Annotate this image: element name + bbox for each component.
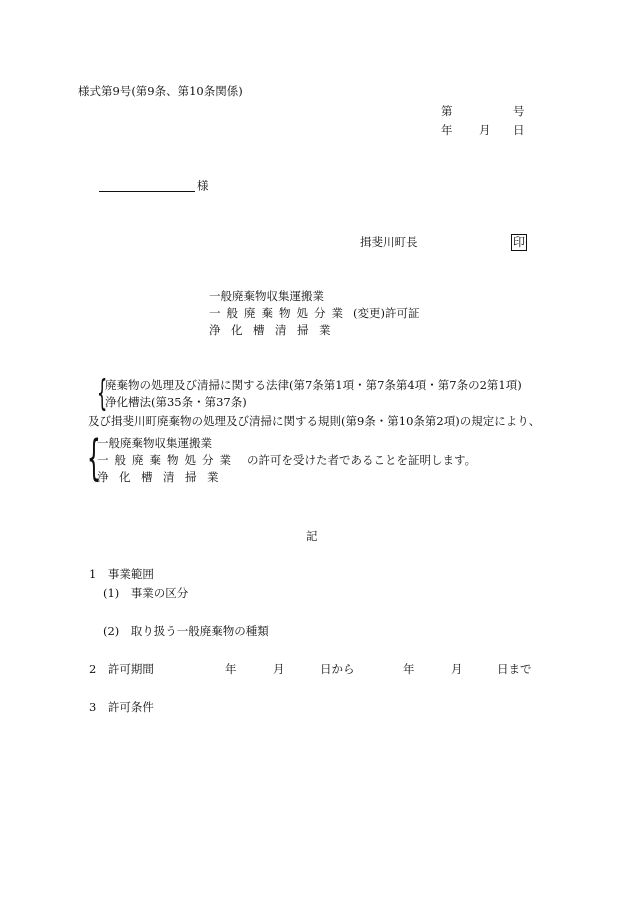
date-month: 月 [479, 123, 491, 137]
certify-collection: 一般廃棄物収集運搬業 [97, 436, 212, 450]
addressee-blank [99, 179, 195, 192]
seal-mark: 印 [511, 234, 527, 251]
period-year: 年 [225, 662, 237, 676]
period-month: 月 [273, 662, 285, 676]
number-prefix: 第 [441, 104, 453, 118]
title-septic: 浄化槽清掃業 [209, 323, 341, 337]
item-scope-waste-types: (2) 取り扱う一般廃棄物の種類 [103, 624, 269, 638]
period-from: 日から [320, 662, 355, 676]
ki-heading: 記 [306, 529, 318, 543]
number-suffix: 号 [513, 104, 525, 118]
item-scope: 1 事業範囲 [89, 567, 154, 581]
period-year-end: 年 [403, 662, 415, 676]
issuer-name: 揖斐川町長 [360, 235, 418, 249]
certify-septic: 浄化槽清掃業 [97, 470, 229, 484]
certify-clause: の許可を受けた者であることを証明します。 [247, 453, 477, 467]
period-month-end: 月 [451, 662, 463, 676]
law-brace: { [97, 373, 108, 414]
date-day: 日 [513, 123, 525, 137]
item-conditions: 3 許可条件 [89, 700, 154, 714]
certify-disposal: 一般廃棄物処分業 [97, 453, 237, 467]
regulation-clause: 及び揖斐川町廃棄物の処理及び清掃に関する規則(第9条・第10条第2項)の規定により、 [88, 414, 541, 428]
addressee-suffix: 様 [197, 178, 209, 193]
item-period: 2 許可期間 [89, 662, 154, 676]
period-to: 日まで [497, 662, 532, 676]
date-year: 年 [441, 123, 453, 137]
item-scope-category: (1) 事業の区分 [103, 586, 189, 600]
certify-brace: { [87, 430, 101, 486]
certify-disposal-row [97, 455, 476, 467]
law-septic: 浄化槽法(第35条・第37条) [105, 395, 247, 409]
issuer-seal [511, 234, 527, 251]
title-disposal-row [209, 308, 419, 320]
law-waste: 廃棄物の処理及び清掃に関する法律(第7条第1項・第7条第4項・第7条の2第1項) [105, 378, 522, 392]
title-certificate-suffix: (変更)許可証 [353, 306, 420, 320]
title-collection: 一般廃棄物収集運搬業 [209, 289, 324, 303]
form-label: 様式第9号(第9条、第10条関係) [78, 84, 243, 98]
addressee-line [99, 179, 209, 192]
title-disposal: 一般廃棄物処分業 [209, 306, 349, 320]
